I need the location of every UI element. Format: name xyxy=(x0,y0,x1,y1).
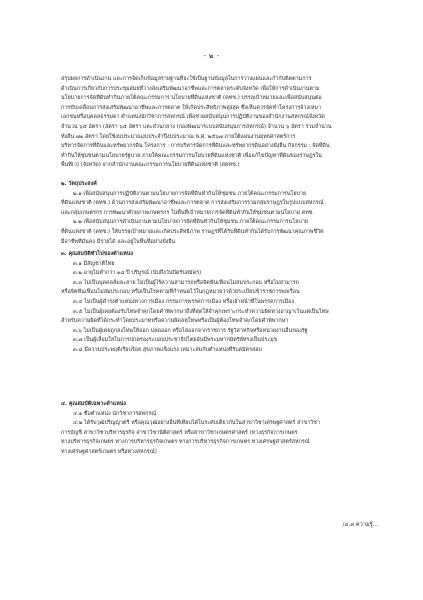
section-heading: ๔. คุณสมบัติเฉพาะตำแหน่ง xyxy=(61,401,127,407)
section-line: ๓.๒ อายุไม่ต่ำกว่า ๑๘ ปี บริบูรณ์ (นับถึงวันปิดรับสมัคร) xyxy=(73,270,202,277)
page-number: - ๒ - xyxy=(203,52,220,60)
section-line: ๓.๕ ไม่เป็นผู้เคยต้องรับโทษจำคุกโดยคำพิพากษาถึงที่สุดให้จำคุกเพราะกระทำความผิดทางอาญาเว้นแต่เป็นโทษ xyxy=(73,308,329,315)
section-line: และกลุ่มเกษตรกร การพัฒนาศักยภาพเกษตรกร ในพื้นที่เป้าหมายการจัดที่ดินทำกินให้ชุมชนตามนโยบาย คทช. xyxy=(61,209,315,216)
section-general-qualifications xyxy=(61,250,378,356)
section-line: ที่ดินแห่งชาติ (คทช.) ด้านการส่งเสริมพัฒนาอาชีพและการตลาด การส่งเสริมการรวมกลุ่มราษฎรในรูปแบบสหกรณ์ xyxy=(61,200,324,207)
section-line: ๒.๒ เพื่อสนับสนุนการดำเนินงานตามนโยบายการจัดที่ดินทำกินให้ชุมชน ภายใต้คณะกรรมการนโยบาย xyxy=(73,219,309,226)
paragraph-line: ทำกินให้ชุมชนตามนโยบายรัฐบาล ภายใต้คณะกรรมการนโยบายที่ดินแห่งชาติ เพื่อแก้ไขปัญหาที่ดินของราษฎรใน xyxy=(61,152,322,159)
section-objectives xyxy=(61,180,378,247)
continuation-note: /๔.๓ ความรู้... xyxy=(342,522,378,528)
section-line: ๔.๑ ชื่อตำแหน่ง นักวิชาการสหกรณ์ xyxy=(73,410,157,417)
section-line: ๓.๔ ไม่เป็นผู้ดำรงตำแหน่งทางการเมือง กรรมการพรรคการเมือง หรือเจ้าหน้าที่ในพรรคการเมือง xyxy=(73,298,295,305)
paragraph-line: การขับเคลื่อนการส่งเสริมพัฒนาอาชีพและการตลาด ให้เกิดประสิทธิภาพสูงสุด ซึ่งเห็นควรจัดทำโครงการจ้างเหมา xyxy=(61,104,322,111)
paragraph-line: เอกชนหรือบุคคลธรรมดา ตำแหน่งนักวิชาการสหกรณ์ เพื่อช่วยสนับสนุนการปฏิบัติงานของสำนักงานสหกรณ์จังหวัด xyxy=(61,114,325,121)
paragraph-line: นโยบายการจัดที่ดินทำกินภายใต้คณะกรรมการ นโยบายที่ดินแห่งชาติ (คทช.) บรรลุเป้าหมายและเพื่อสนับสนุนต่อ xyxy=(61,95,322,102)
section-line: ทางบริหารธุรกิจเกษตร ทางการบริหารธุรกิจเกษตร ทางการบริหารธุรกิจการเกษตร ทางเศรษฐศาสตร์สหกรณ์ xyxy=(61,439,310,446)
paragraph-line: บริหารจัดการที่ดินและทรัพยากรดิน โครงการ : การบริหารจัดการที่ดินและทรัพยากรดินอย่างยั่งยืน กิจกรรม : จัดที่ดิน xyxy=(61,143,330,150)
section-specific-qualifications xyxy=(61,400,378,458)
paragraph-line: พื้นที่(ว) (จังหวัด) จากสำนักงานคณะกรรมการนโยบายที่ดินแห่งชาติ (สคทช.) xyxy=(61,162,240,169)
section-line: การบัญชี สาขาวิชาบริหารธุรกิจ สาขาวิชานิติศาสตร์ หรือสาขาวิชาเกษตรศาสตร์ (ทางธุรกิจการเกษตร xyxy=(61,429,298,436)
section-line: ๓.๖ ไม่เป็นผู้เคยถูกลงโทษให้ออก ปลดออก หรือไล่ออกจากราชการ รัฐวิสาหกิจหรือหน่วยงานอื่นของรัฐ xyxy=(73,327,308,334)
intro-paragraph xyxy=(61,75,378,171)
section-line: ๓.๓ ไม่เป็นบุคคลล้มละลาย ไม่เป็นผู้ไร้ความสามารถหรือจิตฟั่นเฟือนไม่สมประกอบ หรือไม่สามารถ xyxy=(73,279,299,286)
paragraph-line: สรุปผลการดำเนินงาน และการจัดเก็บข้อมูลรายฐานที่จะใช้เป็นฐานข้อมูลในการวางแผนและกำกับติดตามการ xyxy=(61,76,312,82)
section-heading: ๓. คุณสมบัติทั่วไปของตำแหน่ง xyxy=(61,251,133,257)
section-line: ที่ดินแห่งชาติ (คทช.) ให้บรรลุเป้าหมายและเกิดประสิทธิภาพ ราษฎรที่ได้รับที่ดินทำกินได้รับการพัฒนาคุณภาพชีวิต xyxy=(61,228,324,235)
section-line: ทางเศรษฐศาสตร์เกษตร หรือทางสหกรณ์) xyxy=(61,448,157,455)
section-line: ๔.๒ ได้รับวุฒิปริญญาตรี หรือคุณวุฒิอย่างอื่นที่เทียบได้ในระดับเดียวกันในสาขาวิชาเศรษฐศาสตร์ สาขาวิชา xyxy=(73,420,320,427)
section-line: ๓.๑ มีสัญชาติไทย xyxy=(73,260,115,267)
paragraph-line: ทั้งสิ้น ๗๑ อัตรา โดยใช้งบประมาณงบประจำปีงบประมาณ พ.ศ. ๒๕๖๗ ภายใต้แผนงานยุทธศาสตร์การ xyxy=(61,133,296,140)
section-line: ๒.๑ เพื่อสนับสนุนการปฏิบัติงานตามนโยบายการจัดที่ดินทำกินให้ชุมชน ภายใต้คณะกรรมการนโยบาย xyxy=(73,190,307,197)
paragraph-line: ดำเนินการเกี่ยวกับการประชุมสมยที่วางส่งเสริมพัฒนาอาชีพและการตลาดระดับจังหวัด เพื่อให้การดำเนินงานตาม xyxy=(61,85,320,92)
section-line: สำหรับความผิดที่ได้กระทำโดยประมาทหรือความผิดลหุโทษหรือเป็นผู้ต้องโทษจำคุกโดยคำพิพากษา xyxy=(61,318,289,325)
section-line: มีอาชีพที่มั่นคง มีรายได้ และอยู่ในพื้นที่อย่างยั่งยืน xyxy=(61,238,176,245)
section-heading: ๒. วัตถุประสงค์ xyxy=(61,181,97,187)
section-line: หรือจิตฟั่นเฟือนไม่สมประกอบ หรือเป็นโรคตามที่กำหนดไว้ในกฎหมายว่าด้วยระเบียบข้าราชการพลเรือน xyxy=(61,289,300,296)
section-line: ๓.๘ มีความประพฤติเรียบร้อย สุขภาพแข็งแรง เหมาะสมกับตำแหน่งที่รับสมัครสอบ xyxy=(73,346,262,353)
section-line: ๓.๗ เป็นผู้เลื่อมใสในการปกครองระบอบประชาธิปไตยอันมีพระมหากษัตริย์ทรงเป็นประมุข xyxy=(73,337,278,344)
paragraph-line: จำนวน ๖๕ อัตรา (อัตรา ๖๕ อัตรา และส่วนกลาง (กองพัฒนาระบบสนับสนุนการสหกรณ์) จำนวน ๖ อัตรา รวมจำนวน xyxy=(61,123,332,130)
